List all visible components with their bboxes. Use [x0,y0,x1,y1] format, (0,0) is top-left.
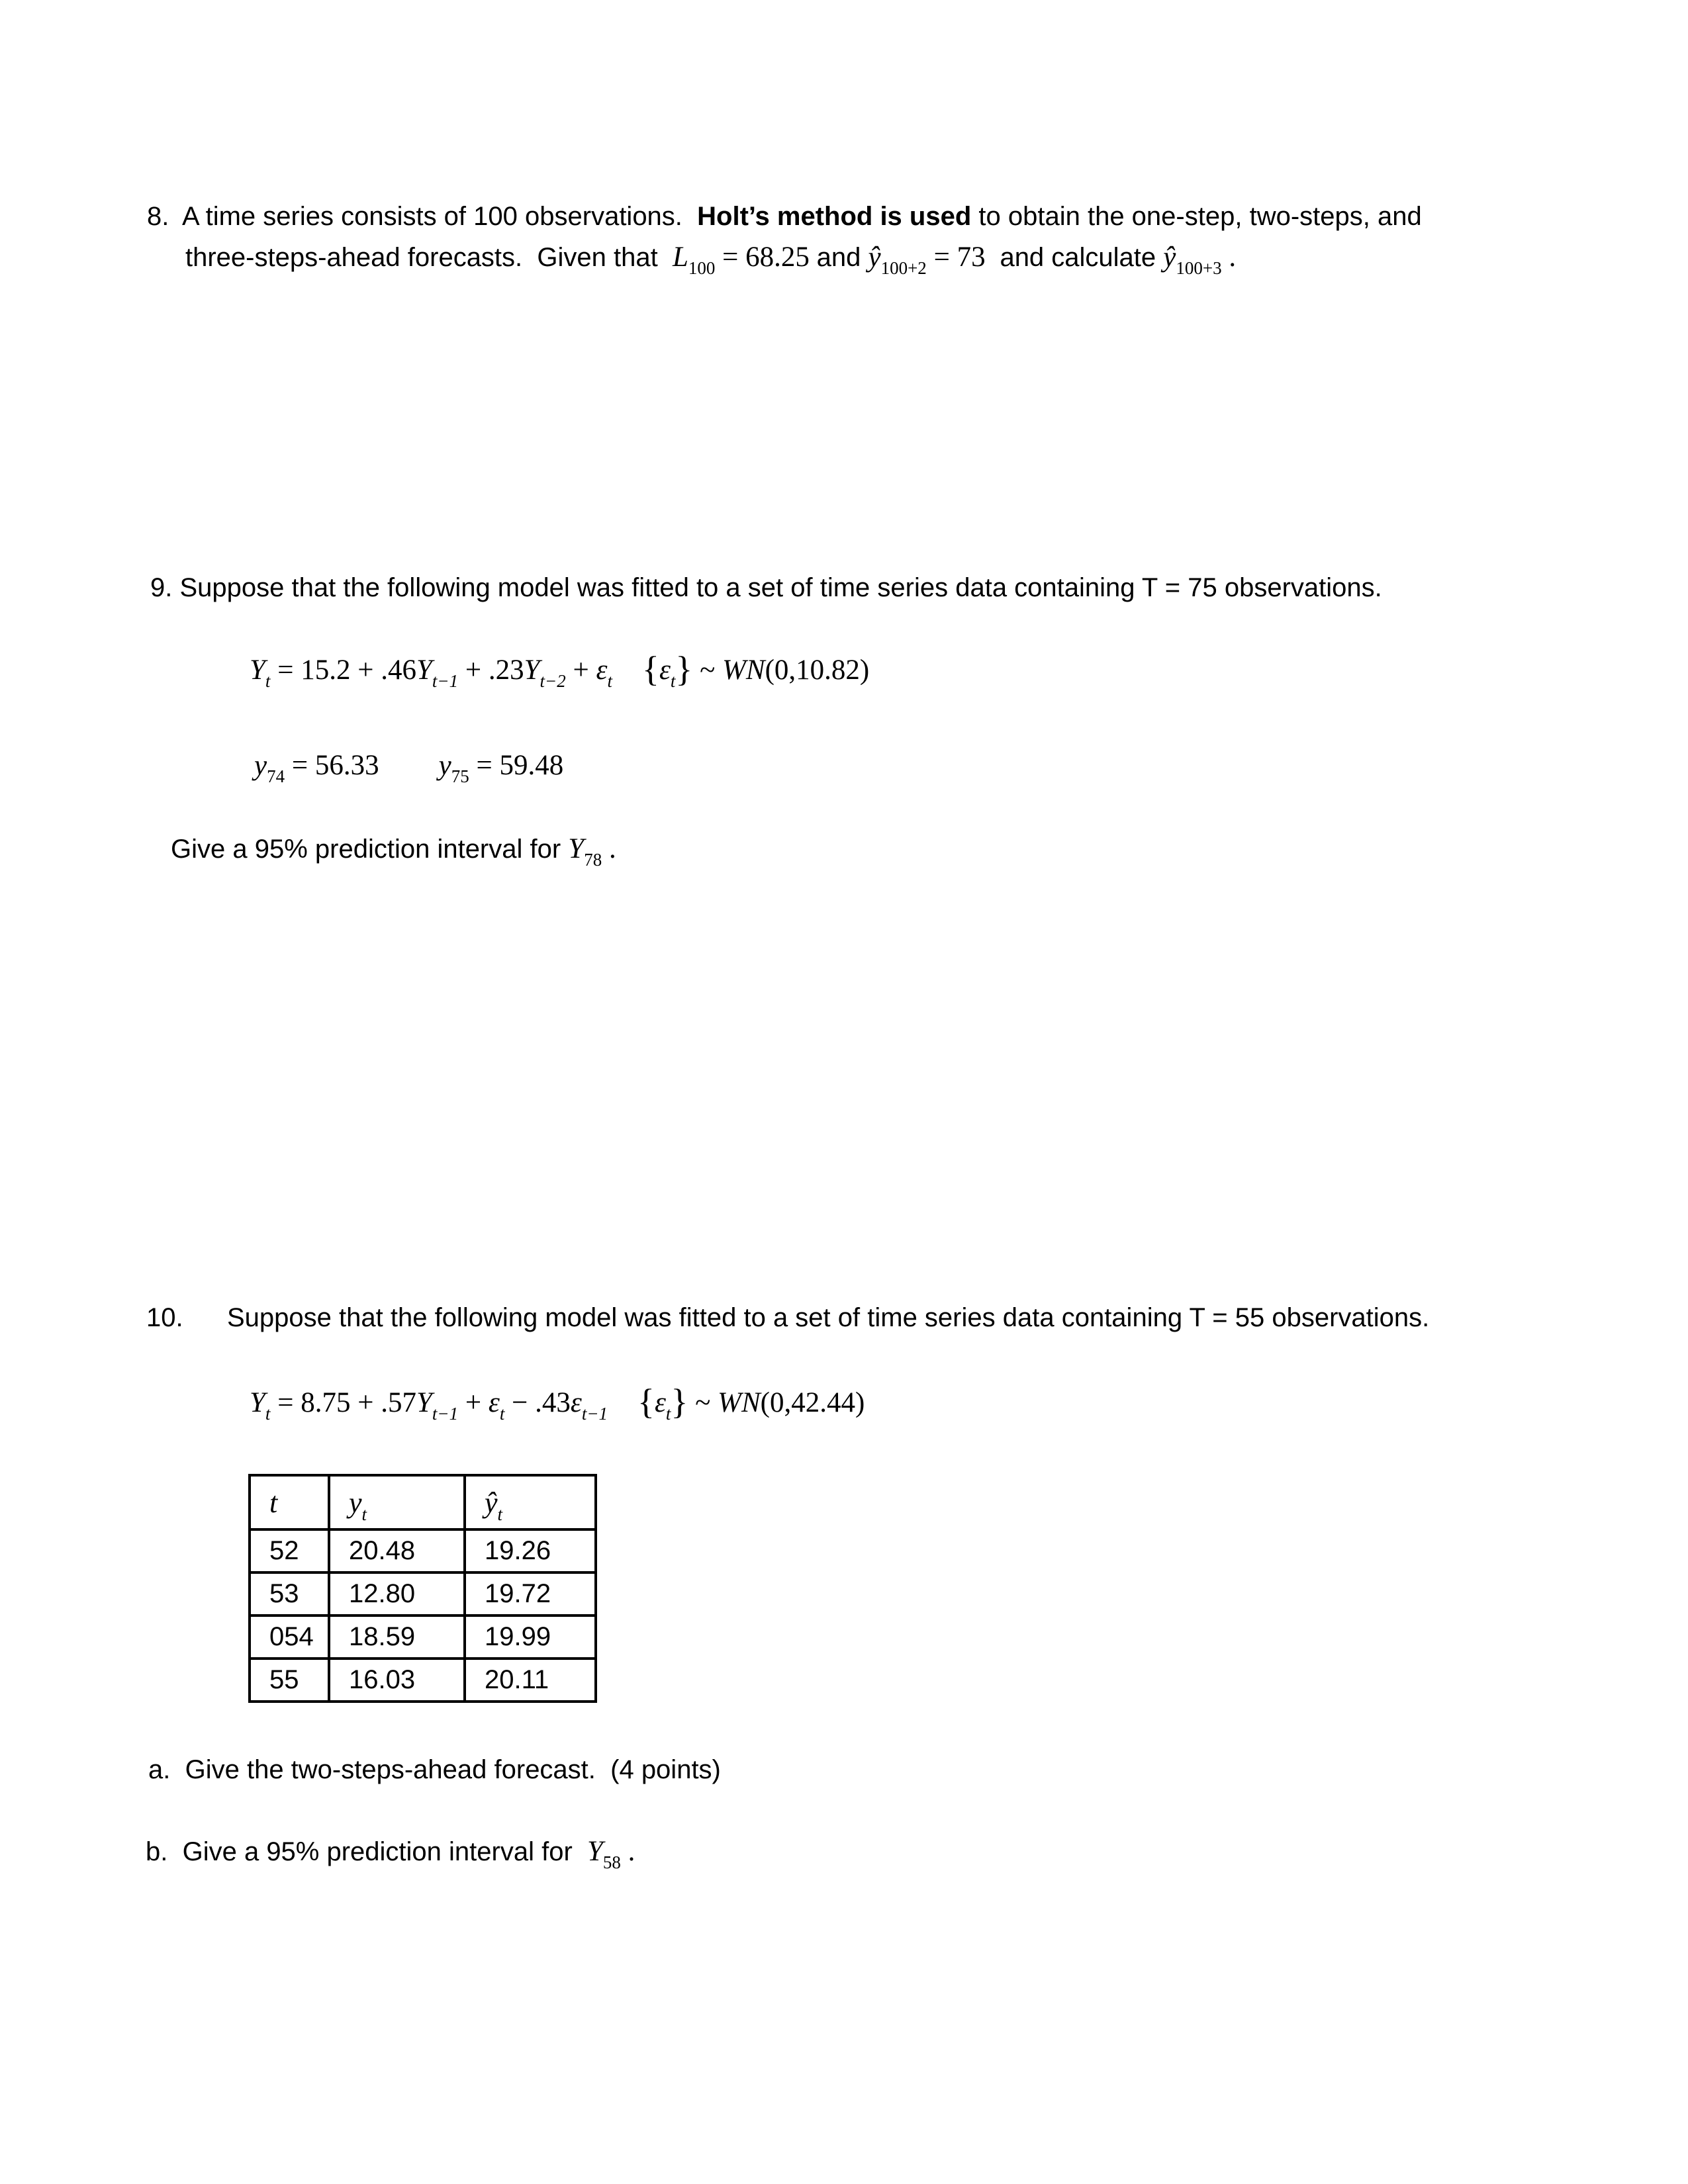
math-variable-y: y [438,750,451,781]
left-brace: { [642,649,659,689]
math-variable-yhat: ŷ [1163,242,1176,273]
math-subscript: 100 [688,258,716,278]
math-run: = 59.48 [469,750,564,781]
question-9-formula [250,649,869,691]
tilde-operator: ~ [688,1387,718,1418]
math-subscript: t [499,1404,505,1424]
part-label: b. [146,1837,183,1866]
math-variable-epsilon: ε [654,1387,666,1418]
cell-yt: 18.59 [329,1615,465,1659]
math-run: − .43 [504,1387,571,1418]
math-subscript: t−1 [432,1404,459,1424]
math-subscript: 78 [584,850,602,870]
math-run: = 8.75 + .57 [270,1387,416,1418]
math-run: = 68.25 [715,242,817,273]
math-variable-y: y [349,1486,362,1519]
math-run: (0,10.82) [765,655,870,686]
math-subscript: t [265,1404,271,1424]
math-run: + .23 [458,655,524,686]
math-subscript: t [497,1504,503,1524]
math-variable-Y: Y [568,833,585,864]
question-9-values [254,745,563,786]
table-header-row [250,1475,596,1529]
math-subscript: 75 [451,766,469,786]
math-variable-Y: Y [416,655,432,686]
cell-t: 55 [250,1659,329,1702]
question-9-heading [150,567,1382,608]
math-run: (0,42.44) [760,1387,865,1418]
math-run: = 73 [926,242,993,273]
math-variable-yhat: ŷ [485,1486,498,1519]
question-number: 8. [147,202,169,231]
table-header-yt [329,1475,465,1529]
text-run: Give the two-steps-ahead forecast. (4 points) [185,1755,721,1784]
text-run: 9. Suppose that the following model was fitted to a set of time series data containing T = 75 observations. [150,573,1382,602]
math-subscript: t [265,671,271,691]
text-run: Give a 95% prediction interval for [182,1837,587,1866]
right-brace: } [675,649,693,689]
question-8-line-2 [185,237,1422,278]
text-run: to obtain the one-step, two-steps, and [971,202,1422,231]
math-variable-Y: Y [524,655,540,686]
text-run: three-steps-ahead forecasts. Given that [185,243,673,272]
math-run: = 15.2 + .46 [270,655,416,686]
cell-yt: 12.80 [329,1572,465,1615]
question-number: 10. [146,1303,183,1332]
tilde-operator: ~ [692,655,723,686]
math-run: + [458,1387,489,1418]
left-brace: { [637,1382,655,1422]
right-brace: } [671,1382,688,1422]
math-run: + [565,655,596,686]
text-run: A time series consists of 100 observations. [182,202,698,231]
math-variable-y: y [254,750,267,781]
math-subscript: t−2 [539,671,566,691]
cell-yt: 20.48 [329,1529,465,1572]
math-variable-Y: Y [250,655,265,686]
text-run: and calculate [992,243,1164,272]
cell-t: 054 [250,1615,329,1659]
table-row [250,1659,596,1702]
part-label: a. [148,1755,185,1784]
bold-text-run: Holt’s method is used [697,202,972,231]
text-run: Suppose that the following model was fitted to a set of time series data containing T = 55 observations. [227,1303,1430,1332]
text-run: Give a 95% prediction interval for [171,835,569,864]
table-row [250,1572,596,1615]
table-header-t [250,1475,329,1529]
cell-yhat: 19.72 [465,1572,596,1615]
math-variable-Y: Y [250,1387,265,1418]
math-variable-epsilon: ε [659,655,671,686]
math-variable-yhat: ŷ [868,242,881,273]
cell-yhat: 19.26 [465,1529,596,1572]
cell-yt: 16.03 [329,1659,465,1702]
math-subscript: 100+2 [880,258,927,278]
math-variable-Y: Y [587,1836,603,1867]
math-variable-L: L [672,242,688,273]
cell-yhat: 19.99 [465,1615,596,1659]
math-run: . [1221,242,1237,273]
text-run: and [816,243,868,272]
math-variable-WN: WN [722,655,765,686]
table-row [250,1529,596,1572]
math-run: . [602,833,616,864]
math-subscript: 100+3 [1176,258,1222,278]
math-subscript: 74 [267,766,285,786]
math-variable-t: t [269,1486,278,1519]
question-10-part-b [146,1831,635,1872]
question-10-heading [146,1297,1429,1338]
table-row [250,1615,596,1659]
question-8-line-1 [147,196,1422,237]
math-subscript: t [607,671,613,691]
cell-yhat: 20.11 [465,1659,596,1702]
cell-t: 52 [250,1529,329,1572]
math-variable-epsilon: ε [488,1387,500,1418]
question-10-formula [250,1381,865,1424]
math-variable-epsilon: ε [596,655,608,686]
question-8 [147,196,1422,278]
math-subscript: t−1 [581,1404,608,1424]
table-header-yhat [465,1475,596,1529]
question-10-part-a [148,1749,721,1790]
math-run: . [620,1836,635,1867]
question-9-prompt [171,829,616,870]
math-variable-epsilon: ε [570,1387,582,1418]
math-subscript: t [361,1504,367,1524]
math-subscript: 58 [602,1852,621,1872]
math-subscript: t [665,1404,671,1424]
math-variable-Y: Y [416,1387,432,1418]
math-subscript: t [670,671,676,691]
cell-t: 53 [250,1572,329,1615]
math-variable-WN: WN [718,1387,761,1418]
math-subscript: t−1 [432,671,459,691]
forecast-table [248,1474,597,1703]
math-run: = 56.33 [285,750,379,781]
